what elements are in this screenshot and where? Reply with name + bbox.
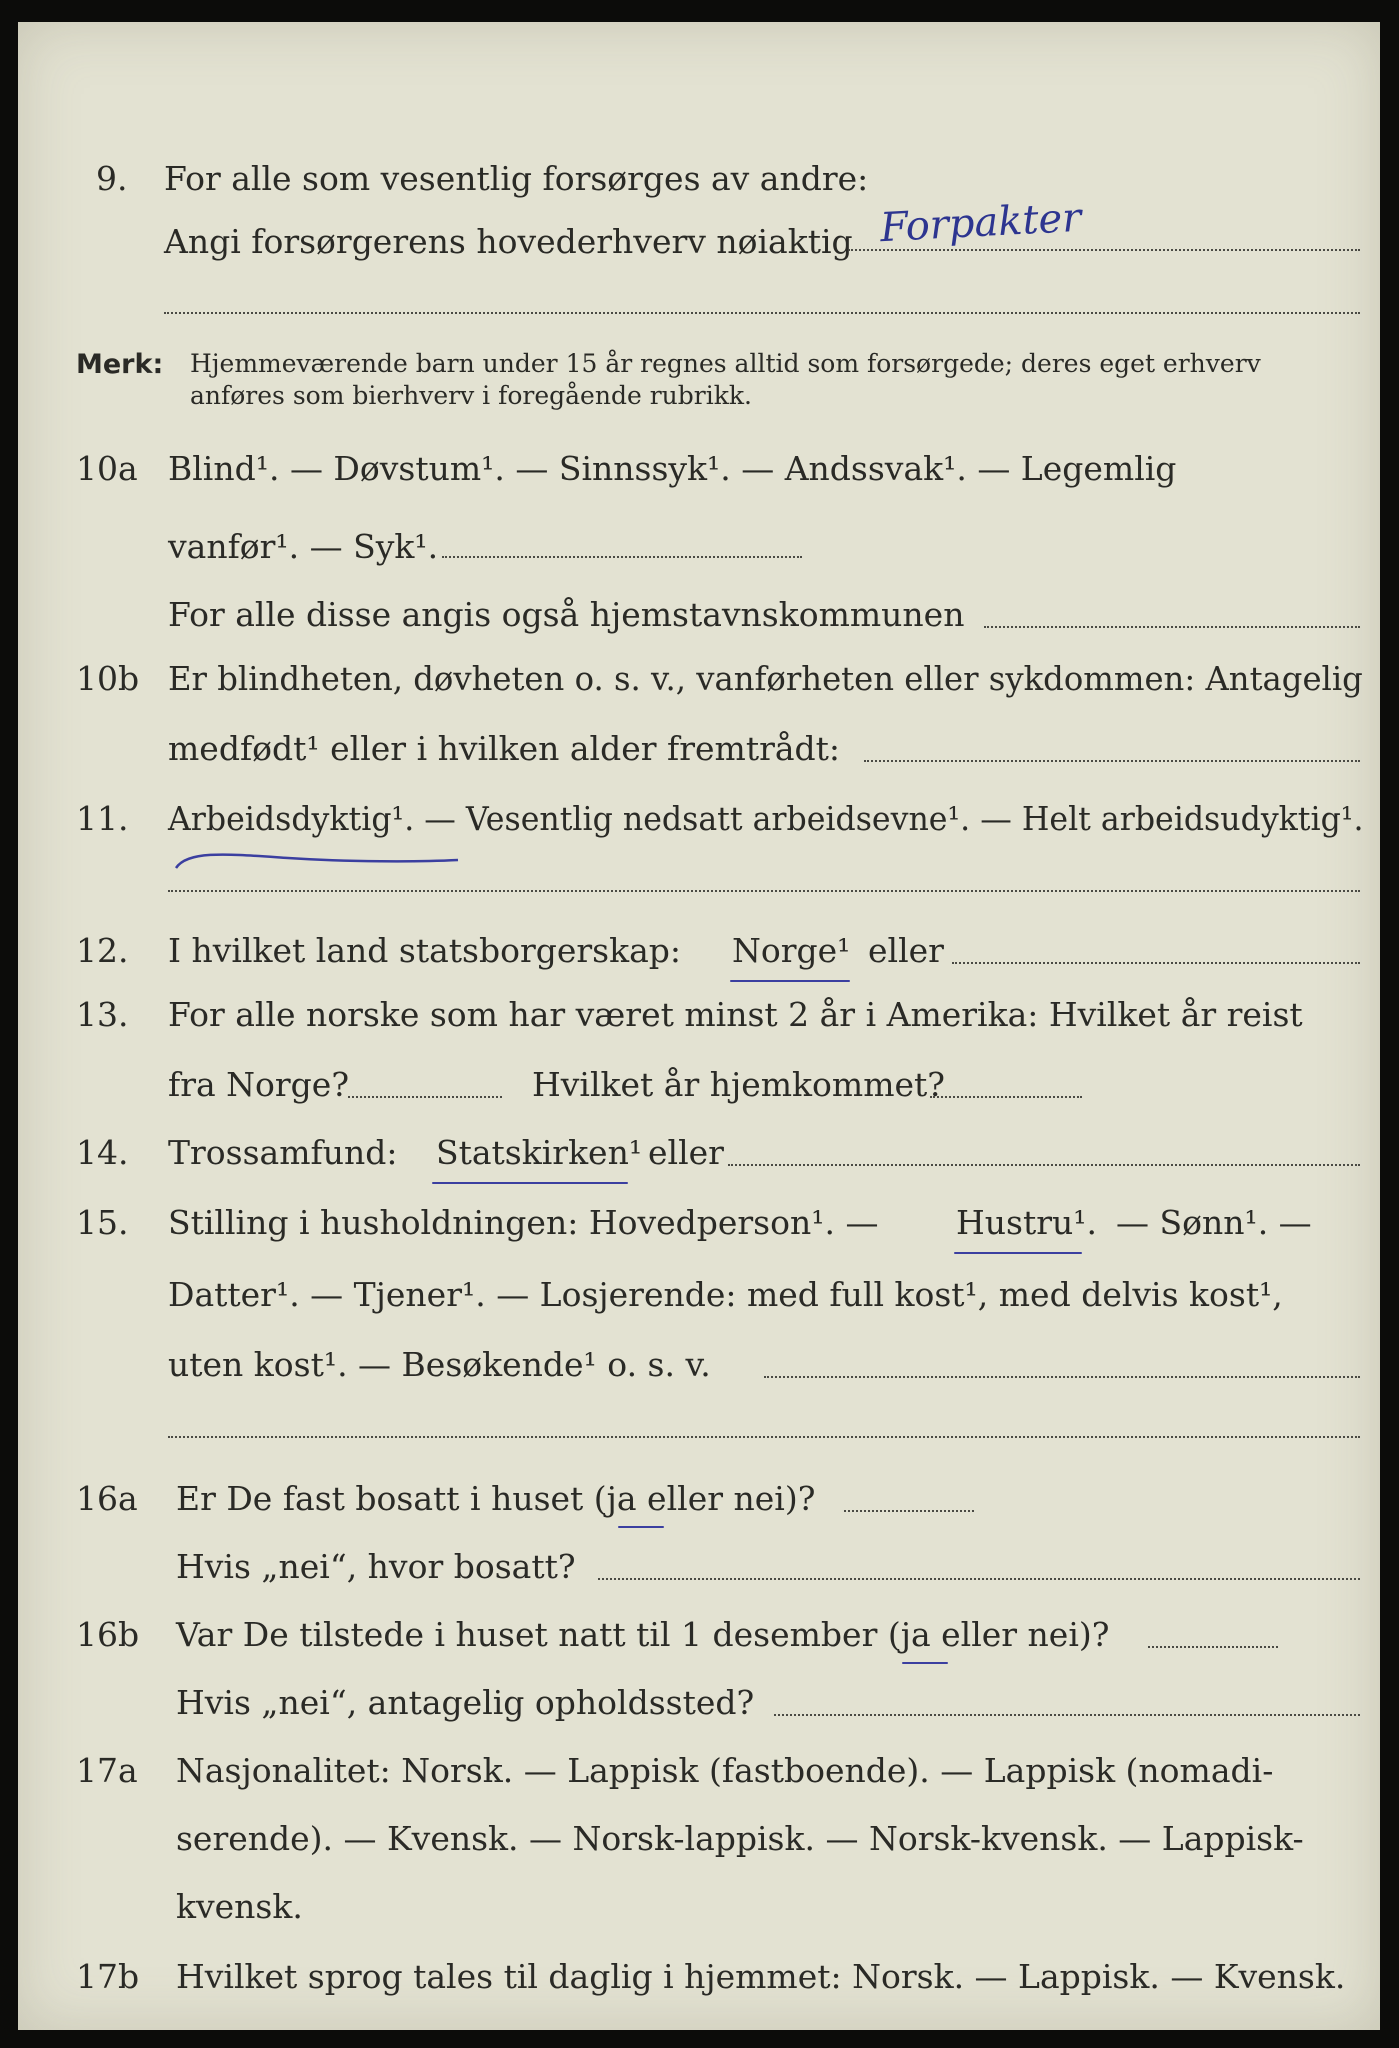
question-text: For alle som vesentlig forsørges av andre: — [164, 159, 869, 198]
question-text: uten kost¹. — Besøkende¹ o. s. v. — [168, 1345, 711, 1384]
question-text: Nasjonalitet: Norsk. — Lappisk (fastboende). — Lappisk (nomadi- — [176, 1751, 1274, 1790]
question-10a-row-2 — [18, 522, 1380, 572]
answer-line — [1148, 1646, 1278, 1648]
question-number: 9. — [96, 159, 128, 198]
question-text: eller — [868, 931, 944, 970]
question-15-row-1 — [18, 1198, 1380, 1248]
question-text: Blind¹. — Døvstum¹. — Sinnssyk¹. — Andssvak¹. — Legemlig — [168, 449, 1177, 488]
question-number: 13. — [76, 995, 129, 1034]
question-17a-row-2 — [18, 1814, 1380, 1864]
question-number: 10b — [76, 659, 140, 698]
handwritten-answer: Forpakter — [878, 194, 1083, 252]
question-17b-row — [18, 1952, 1380, 2002]
note-label: Merk: — [76, 349, 164, 380]
answer-line — [864, 760, 1360, 762]
question-9-row-2 — [18, 217, 1380, 267]
answer-line — [164, 312, 1360, 314]
handwritten-underline — [730, 980, 850, 982]
underlined-choice: Hustru¹. — [956, 1203, 1097, 1242]
question-16b-row-1 — [18, 1610, 1380, 1660]
handwritten-underline-mark — [168, 842, 468, 882]
answer-line — [348, 1096, 502, 1098]
question-text: Arbeidsdyktig¹. — Vesentlig nedsatt arbeidsevne¹. — Helt arbeidsudyktig¹. — [168, 799, 1364, 838]
answer-line — [930, 1096, 1082, 1098]
question-13-row-1 — [18, 990, 1380, 1040]
handwritten-underline — [618, 1526, 664, 1528]
question-10b-row-2 — [18, 724, 1380, 774]
question-17a-row-3 — [18, 1882, 1380, 1932]
handwritten-underline — [902, 1662, 948, 1664]
question-10a-row-3 — [18, 590, 1380, 640]
question-10b-row-1 — [18, 654, 1380, 704]
question-16b-row-2 — [18, 1678, 1380, 1728]
answer-line — [442, 556, 802, 558]
answer-line — [168, 1436, 1360, 1438]
answer-line — [984, 626, 1360, 628]
question-text: medfødt¹ eller i hvilken alder fremtrådt: — [168, 729, 841, 768]
question-14-row — [18, 1128, 1380, 1178]
underlined-choice: Norge¹ — [732, 931, 851, 970]
question-9-row-1 — [18, 154, 1380, 204]
question-text: Angi forsørgerens hovederhverv nøiaktig — [164, 222, 853, 261]
question-13-row-2 — [18, 1060, 1380, 1110]
question-text: serende). — Kvensk. — Norsk-lappisk. — Norsk-kvensk. — Lappisk- — [176, 1819, 1304, 1858]
answer-line — [168, 890, 1360, 892]
answer-line — [844, 1510, 974, 1512]
question-text: Er blindheten, døvheten o. s. v., vanførheten eller sykdommen: Antagelig — [168, 659, 1363, 698]
question-number: 12. — [76, 931, 129, 970]
answer-line — [598, 1578, 1360, 1580]
question-number: 11. — [76, 799, 129, 838]
census-form-page — [18, 22, 1380, 2030]
question-number: 10a — [76, 449, 138, 488]
question-text: Trossamfund: — [168, 1133, 398, 1172]
answer-line — [764, 1376, 1360, 1378]
question-15-row-2 — [18, 1270, 1380, 1320]
question-number: 16a — [76, 1479, 138, 1518]
note-text: Hjemmeværende barn under 15 år regnes alltid som forsørgede; deres eget erhverv — [190, 349, 1261, 378]
question-text: I hvilket land statsborgerskap: — [168, 931, 682, 970]
question-text: Hvis „nei“, antagelig opholdssted? — [176, 1683, 755, 1722]
answer-line — [774, 1714, 1360, 1716]
question-text: Hvilket år hjemkommet? — [532, 1065, 945, 1104]
question-12-row — [18, 926, 1380, 976]
question-number: 15. — [76, 1203, 129, 1242]
underlined-choice: Statskirken¹ — [436, 1133, 643, 1172]
question-text: eller — [648, 1133, 724, 1172]
answer-line — [952, 962, 1360, 964]
question-17a-row-1 — [18, 1746, 1380, 1796]
question-text: Er De fast bosatt i huset (ja eller nei)? — [176, 1479, 816, 1518]
question-number: 16b — [76, 1615, 140, 1654]
question-number: 17a — [76, 1751, 138, 1790]
question-text: Datter¹. — Tjener¹. — Losjerende: med full kost¹, med delvis kost¹, — [168, 1275, 1283, 1314]
handwritten-underline — [954, 1252, 1082, 1254]
question-number: 14. — [76, 1133, 129, 1172]
question-text: — Sønn¹. — — [1116, 1203, 1312, 1242]
question-16a-row-2 — [18, 1542, 1380, 1592]
question-text: kvensk. — [176, 1887, 303, 1926]
note-text: anføres som bierhverv i foregående rubrikk. — [190, 381, 752, 410]
question-text: Var De tilstede i huset natt til 1 desember (ja eller nei)? — [176, 1615, 1110, 1654]
question-text: vanfør¹. — Syk¹. — [168, 527, 439, 566]
question-text: Stilling i husholdningen: Hovedperson¹. — — [168, 1203, 879, 1242]
question-text: Hvilket sprog tales til daglig i hjemmet: Norsk. — Lappisk. — Kvensk. — [176, 1957, 1346, 1996]
question-10a-row-1 — [18, 444, 1380, 494]
question-15-row-3 — [18, 1340, 1380, 1390]
question-16a-row-1 — [18, 1474, 1380, 1524]
handwritten-underline — [432, 1182, 628, 1184]
note-row-2 — [18, 378, 1380, 428]
answer-line — [848, 249, 1360, 251]
question-text: For alle norske som har været minst 2 år i Amerika: Hvilket år reist — [168, 995, 1303, 1034]
question-number: 17b — [76, 1957, 140, 1996]
question-text: For alle disse angis også hjemstavnskommunen — [168, 595, 965, 634]
question-text: fra Norge? — [168, 1065, 350, 1104]
question-11-row-1 — [18, 794, 1380, 844]
question-text: Hvis „nei“, hvor bosatt? — [176, 1547, 576, 1586]
answer-line — [728, 1164, 1360, 1166]
